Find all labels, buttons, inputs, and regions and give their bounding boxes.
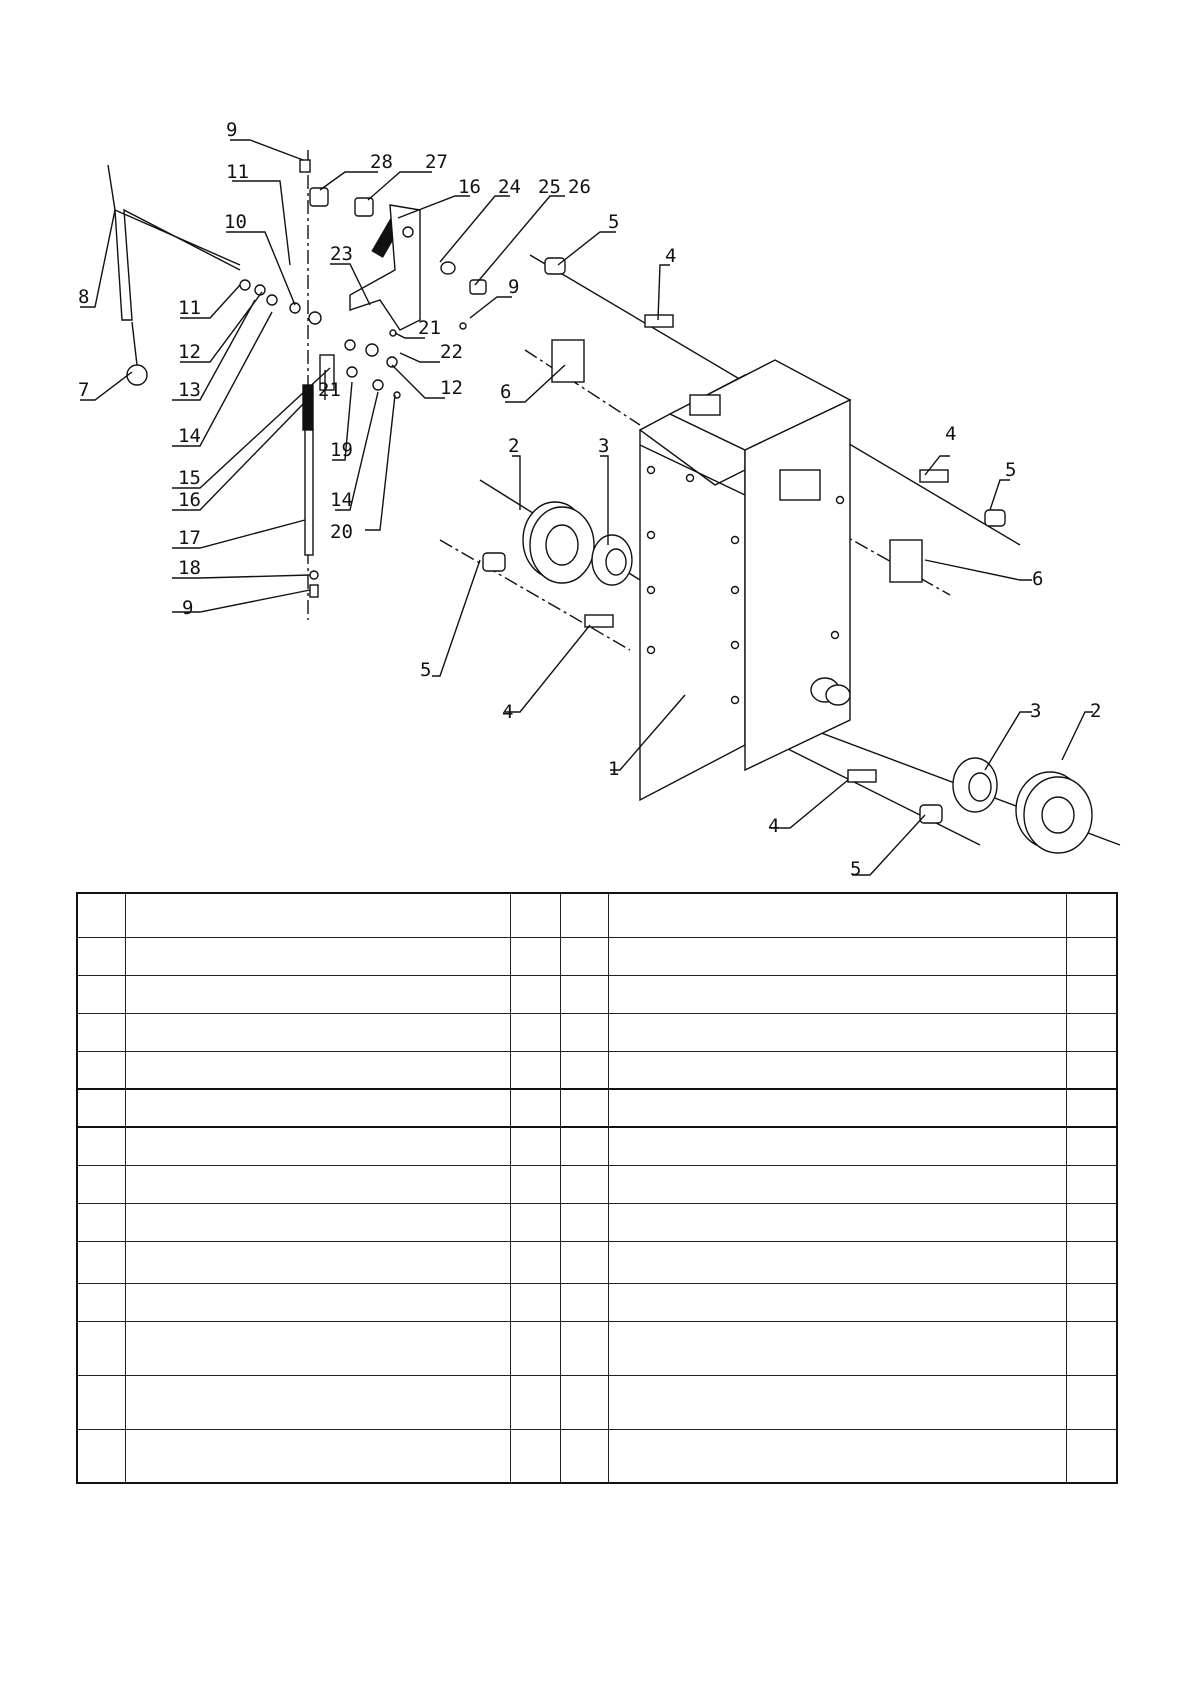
table-cell — [608, 1165, 1066, 1203]
table-cell — [560, 893, 608, 937]
table-cell — [125, 1429, 510, 1483]
callout-label: 22 — [440, 341, 463, 363]
table-cell — [1066, 1013, 1117, 1051]
table-cell — [608, 1127, 1066, 1165]
ring-part-2-lower — [1016, 772, 1092, 853]
table-cell — [125, 1051, 510, 1089]
callout-label: 24 — [498, 176, 521, 198]
table-cell — [560, 1089, 608, 1127]
table-cell — [77, 1051, 125, 1089]
callout-label: 19 — [330, 439, 353, 461]
callout-label: 27 — [425, 151, 448, 173]
callout-label: 21 — [418, 317, 441, 339]
table-cell — [77, 1283, 125, 1321]
table-cell — [125, 1089, 510, 1127]
callout-label: 6 — [500, 381, 512, 403]
callout-label: 25 — [538, 176, 561, 198]
callout-label: 12 — [440, 377, 463, 399]
table-cell — [510, 1165, 560, 1203]
table-cell — [608, 1241, 1066, 1283]
table-cell — [510, 1241, 560, 1283]
table-cell — [77, 1429, 125, 1483]
table-cell — [608, 1321, 1066, 1375]
table-cell — [608, 937, 1066, 975]
callout-label: 12 — [178, 341, 201, 363]
table-cell — [560, 1203, 608, 1241]
table-cell — [510, 1429, 560, 1483]
callout-label: 5 — [850, 858, 862, 880]
callout-label: 1 — [608, 758, 620, 780]
table-cell — [1066, 1089, 1117, 1127]
table-row — [77, 1203, 1117, 1241]
table-cell — [125, 1013, 510, 1051]
table-cell — [77, 1165, 125, 1203]
callout-label: 2 — [1090, 700, 1102, 722]
callout-label: 4 — [768, 815, 780, 837]
callout-label: 6 — [1032, 568, 1044, 590]
table-cell — [608, 893, 1066, 937]
table-cell — [510, 975, 560, 1013]
bearing-part-3-upper — [592, 535, 632, 585]
callout-label: 14 — [178, 425, 201, 447]
callout-label: 9 — [226, 119, 238, 141]
table-cell — [125, 893, 510, 937]
callout-label: 3 — [1030, 700, 1042, 722]
table-cell — [125, 1375, 510, 1429]
table-cell — [1066, 975, 1117, 1013]
table-row — [77, 1051, 1117, 1089]
table-cell — [510, 1203, 560, 1241]
bracket-part-24 — [350, 205, 420, 330]
table-cell — [560, 1321, 608, 1375]
callout-label: 10 — [224, 211, 247, 233]
callout-label: 23 — [330, 243, 353, 265]
callout-label: 5 — [1005, 459, 1017, 481]
table-cell — [1066, 1165, 1117, 1203]
table-cell — [608, 1203, 1066, 1241]
callout-label: 11 — [226, 161, 249, 183]
callout-label: 8 — [78, 286, 90, 308]
table-cell — [1066, 1127, 1117, 1165]
callout-label: 9 — [508, 276, 520, 298]
leader-lines — [80, 140, 1093, 875]
callout-label: 11 — [178, 297, 201, 319]
callout-label: 5 — [608, 211, 620, 233]
table-cell — [77, 1321, 125, 1375]
table-cell — [608, 1051, 1066, 1089]
table-cell — [1066, 937, 1117, 975]
table-cell — [560, 1375, 608, 1429]
table-cell — [560, 1283, 608, 1321]
ring-part-2-upper — [523, 502, 594, 583]
table-cell — [510, 1089, 560, 1127]
table-cell — [1066, 1375, 1117, 1429]
table-cell — [510, 1375, 560, 1429]
callout-label: 3 — [598, 435, 610, 457]
table-cell — [560, 1051, 608, 1089]
callout-label: 20 — [330, 521, 353, 543]
callout-label: 14 — [330, 489, 353, 511]
table-cell — [608, 1283, 1066, 1321]
callout-label: 15 — [178, 467, 201, 489]
table-cell — [510, 1321, 560, 1375]
table-cell — [510, 937, 560, 975]
table-cell — [560, 1165, 608, 1203]
lever-rod-part-8 — [108, 165, 240, 385]
table-cell — [77, 1089, 125, 1127]
table-cell — [77, 1375, 125, 1429]
table-row — [77, 975, 1117, 1013]
callout-label: 5 — [420, 659, 432, 681]
table-cell — [510, 1013, 560, 1051]
table-cell — [1066, 893, 1117, 937]
table-cell — [560, 975, 608, 1013]
table-cell — [77, 1127, 125, 1165]
callout-label: 4 — [665, 245, 677, 267]
main-housing — [640, 360, 850, 800]
table-cell — [1066, 1429, 1117, 1483]
table-cell — [608, 1089, 1066, 1127]
table-cell — [77, 893, 125, 937]
table-cell — [510, 893, 560, 937]
table-cell — [125, 1127, 510, 1165]
callout-label: 21 — [318, 379, 341, 401]
table-cell — [77, 1203, 125, 1241]
table-cell — [560, 1127, 608, 1165]
table-cell — [125, 1241, 510, 1283]
table-cell — [608, 1375, 1066, 1429]
table-row — [77, 1283, 1117, 1321]
table-cell — [1066, 1203, 1117, 1241]
table-cell — [560, 1429, 608, 1483]
table-cell — [1066, 1321, 1117, 1375]
table-cell — [560, 1013, 608, 1051]
callout-label: 4 — [502, 701, 514, 723]
callout-label: 7 — [78, 379, 90, 401]
table-cell — [510, 1283, 560, 1321]
table-cell — [125, 1203, 510, 1241]
callout-label: 17 — [178, 527, 201, 549]
table-cell — [510, 1051, 560, 1089]
table-row — [77, 893, 1117, 937]
table-cell — [77, 975, 125, 1013]
table-cell — [1066, 1283, 1117, 1321]
table-row — [77, 1375, 1117, 1429]
callout-label: 18 — [178, 557, 201, 579]
table-row — [77, 1321, 1117, 1375]
table-cell — [125, 1165, 510, 1203]
table-cell — [77, 1241, 125, 1283]
table-cell — [560, 1241, 608, 1283]
bearing-part-3-lower — [953, 758, 997, 812]
rod-part-17 — [305, 430, 313, 555]
table-row — [77, 1089, 1117, 1127]
parts-list-table — [76, 892, 1118, 1484]
table-row — [77, 1241, 1117, 1283]
table-cell — [125, 975, 510, 1013]
table-cell — [125, 937, 510, 975]
table-row — [77, 937, 1117, 975]
table-cell — [125, 1283, 510, 1321]
callout-label: 28 — [370, 151, 393, 173]
table-cell — [510, 1127, 560, 1165]
callout-label: 2 — [508, 435, 520, 457]
table-cell — [1066, 1051, 1117, 1089]
table-cell — [560, 937, 608, 975]
table-cell — [77, 937, 125, 975]
callout-label: 13 — [178, 379, 201, 401]
callout-label: 16 — [178, 489, 201, 511]
table-cell — [608, 1429, 1066, 1483]
table-row — [77, 1165, 1117, 1203]
callout-label: 9 — [182, 597, 194, 619]
table-row — [77, 1429, 1117, 1483]
callout-label: 26 — [568, 176, 591, 198]
callout-labels — [78, 119, 1101, 880]
table-row — [77, 1013, 1117, 1051]
callout-label: 4 — [945, 423, 957, 445]
table-cell — [77, 1013, 125, 1051]
table-cell — [1066, 1241, 1117, 1283]
callout-label: 16 — [458, 176, 481, 198]
table-cell — [125, 1321, 510, 1375]
table-cell — [608, 1013, 1066, 1051]
table-cell — [608, 975, 1066, 1013]
table-row — [77, 1127, 1117, 1165]
